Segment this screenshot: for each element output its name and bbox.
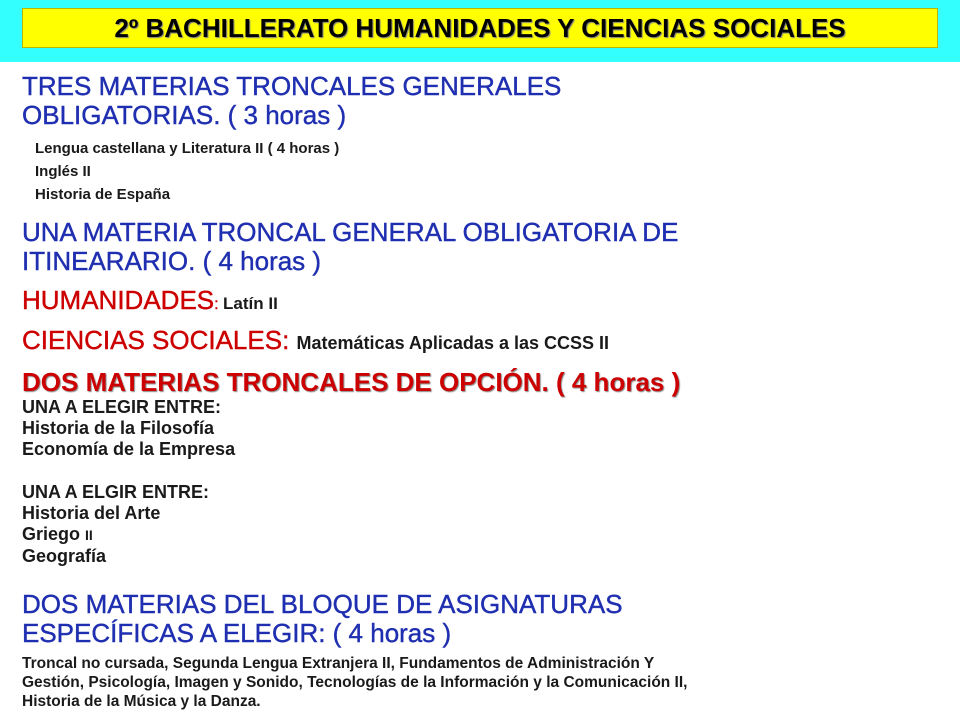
opcion-group-1 bbox=[22, 397, 235, 460]
group-intro: UNA A ELEGIR ENTRE: bbox=[22, 397, 222, 417]
title-banner bbox=[0, 0, 960, 62]
ccss-label: CIENCIAS SOCIALES: bbox=[22, 325, 297, 355]
humanidades-colon: : bbox=[214, 296, 224, 313]
list-item: Historia del Arte bbox=[22, 503, 161, 523]
heading-line: OBLIGATORIAS. ( 3 horas ) bbox=[22, 100, 347, 130]
griego-suffix: II bbox=[85, 527, 93, 543]
list-item: Historia de la Filosofía bbox=[22, 418, 215, 438]
troncales-generales-heading bbox=[22, 72, 561, 130]
heading-line: DOS MATERIAS DEL BLOQUE DE ASIGNATURAS bbox=[22, 589, 623, 619]
heading-line: ESPECÍFICAS A ELEGIR: ( 4 horas ) bbox=[22, 618, 452, 648]
description-line: Gestión, Psicología, Imagen y Sonido, Tecnologías de la Información y la Comunicación II, bbox=[22, 674, 688, 691]
troncales-opcion-heading: DOS MATERIAS TRONCALES DE OPCIÓN. ( 4 horas ) bbox=[22, 367, 681, 397]
list-item bbox=[22, 524, 209, 546]
heading-line: TRES MATERIAS TRONCALES GENERALES bbox=[22, 71, 562, 101]
humanidades-label: HUMANIDADES bbox=[22, 285, 215, 315]
opcion-group-2 bbox=[22, 482, 209, 567]
especificas-description bbox=[22, 654, 952, 711]
humanidades-line bbox=[22, 286, 278, 319]
list-item: Lengua castellana y Literatura II ( 4 horas ) bbox=[35, 140, 340, 157]
humanidades-value: Latín II bbox=[223, 294, 278, 313]
heading-line: UNA MATERIA TRONCAL GENERAL OBLIGATORIA DE bbox=[22, 217, 679, 247]
troncal-itinerario-heading bbox=[22, 218, 678, 276]
ccss-line bbox=[22, 326, 609, 358]
especificas-heading bbox=[22, 590, 623, 648]
description-line: Troncal no cursada, Segunda Lengua Extranjera II, Fundamentos de Administración Y bbox=[22, 655, 655, 672]
troncales-generales-list bbox=[35, 137, 339, 206]
page-title: 2º BACHILLERATO HUMANIDADES Y CIENCIAS SOCIALES bbox=[22, 8, 938, 48]
list-item: Geografía bbox=[22, 546, 107, 566]
list-item: Inglés II bbox=[35, 163, 91, 180]
heading-line: ITINEARARIO. ( 4 horas ) bbox=[22, 246, 322, 276]
ccss-value: Matemáticas Aplicadas a las CCSS II bbox=[296, 333, 609, 353]
list-item: Historia de España bbox=[35, 186, 171, 203]
list-item: Economía de la Empresa bbox=[22, 439, 236, 459]
griego-label: Griego bbox=[22, 524, 86, 544]
group-intro: UNA A ELGIR ENTRE: bbox=[22, 482, 209, 502]
description-line: Historia de la Música y la Danza. bbox=[22, 693, 261, 710]
